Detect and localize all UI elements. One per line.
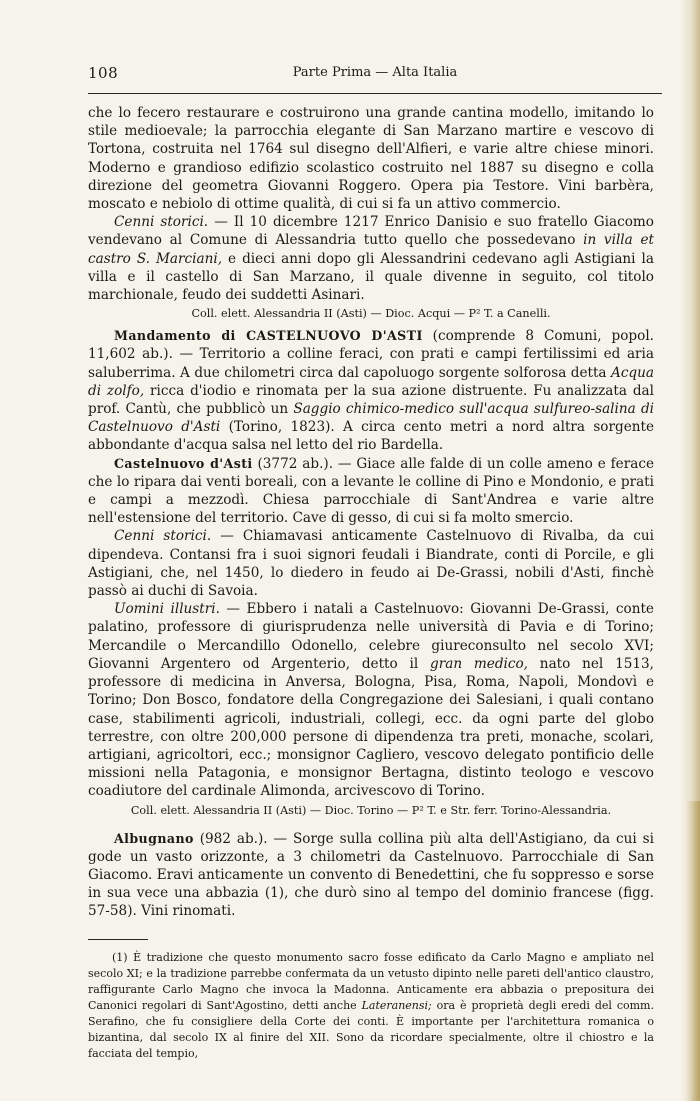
latin-quote: in villa et castro S. Marciani, <box>88 232 654 267</box>
page-body <box>88 104 654 1062</box>
footnote-rule <box>88 939 148 940</box>
paragraph-albugnano: Albugnano (982 ab.). — Sorge sulla collina più alta dell'Astigiano, da cui si gode un vasto orizzonte, a 3 chilometri da Castelnuovo. Parrocchiale di San Giacomo. Eravi anticamente un convento di Benedettini, che fu soppresso e sorse in sua vece una abbazia (1), che durò sino al tempo del dominio francese (figg. 57-58). Vini rinomati. <box>88 830 654 920</box>
section-lead: Uomini illustri. <box>114 601 220 618</box>
footnote: (1) È tradizione che questo monumento sacro fosse edificato da Carlo Magno e ampliato nel secolo XI; e la tradizione parrebbe confermata da un vetusto dipinto nelle pareti dell'antico claustro, raffigurante Carlo Magno che invoca la Madonna. Anticamente era abbazia o prepositura dei Canonici regolari di Sant'Agostino, detti anche Lateranensi; ora è proprietà degli eredi del comm. Serafino, che fu consigliere della Corte dei conti. È importante per l'architettura romanica o bizantina, dal secolo IX al finire del XII. Sono da ricordare specialmente, oltre il chiostro e la facciata del tempio, <box>88 950 654 1060</box>
cited-work-title: Saggio chimico-medico sull'acqua sulfureo-salina di Castelnuovo d'Asti <box>88 401 654 436</box>
paragraph-castelnuovo: Castelnuovo d'Asti (3772 ab.). — Giace alle falde di un colle ameno e ferace che lo ripara dai venti boreali, con a levante le colline di Pino e Mondonio, e prati e campi a mezzodì. Chiesa parrocchiale di Sant'Andrea e varie altre nell'estensione del territorio. Cave di gesso, di cui si fa molto smercio. <box>88 455 654 527</box>
electoral-note: Coll. elett. Alessandria II (Asti) — Dioc. Torino — P² T. e Str. ferr. Torino-Alessandria. <box>130 803 612 817</box>
section-lead: Cenni storici. <box>114 528 212 545</box>
section-heading: Mandamento di CASTELNUOVO D'ASTI <box>114 328 423 344</box>
page-number: 108 <box>88 64 119 82</box>
paragraph-cenni-storici-castelnuovo: Cenni storici. — Chiamavasi anticamente Castelnuovo di Rivalba, da cui dipendeva. Contansi fra i suoi signori feudali i Biandrate, conti di Porcile, e gli Astigiani, che, nel 1450, lo diedero in feudo ai De-Grassi, nobili d'Asti, finchè passò ai duchi di Savoia. <box>88 528 654 600</box>
place-heading: Albugnano <box>114 830 194 846</box>
place-heading: Castelnuovo d'Asti <box>114 455 253 471</box>
page-edge-stain <box>686 801 700 1101</box>
electoral-note: Coll. elett. Alessandria II (Asti) — Dioc. Acqui — P² T. a Canelli. <box>191 307 551 321</box>
page-header <box>88 64 662 84</box>
paragraph-cenni-storici-san-marzano: Cenni storici. — Il 10 dicembre 1217 Enrico Danisio e suo fratello Giacomo vendevano al Comune di Alessandria tutto quello che possedevano in villa et castro S. Marciani, e dieci anni dopo gli Alessandrini cedevano agli Astigiani la villa e il castello di San Marzano, il quale divenne in seguito, col titolo marchionale, feudo dei suddetti Asinari. <box>88 214 654 304</box>
section-lead: Cenni storici. <box>114 214 209 231</box>
running-title: Parte Prima — Alta Italia <box>292 65 458 80</box>
paragraph-uomini-illustri: Uomini illustri. — Ebbero i natali a Castelnuovo: Giovanni De-Grassi, conte palatino, professore di giurisprudenza nelle università di Pavia e di Torino; Mercandile o Mercandillo Odonello, celebre giureconsulto nel secolo XVI; Giovanni Argentero od Argenterio, detto il gran medico, nato nel 1513, professore di medicina in Anversa, Bologna, Pisa, Roma, Napoli, Mondovì e Torino; Don Bosco, fondatore della Congregazione dei Salesiani, i quali contano case, stabilimenti agricoli, industriali, collegi, ecc. da ogni parte del globo terrestre, con oltre 200,000 persone di dipendenza tra preti, monache, scolari, artigiani, agricoltori, ecc.; monsignor Cagliero, vescovo delegato pontificio delle missioni nella Patagonia, e monsignor Bertagna, distinto teologo e vescovo coadiutore del cardinale Alimonda, arcivescovo di Torino. <box>88 601 655 800</box>
paragraph-mandamento-castelnuovo: Mandamento di CASTELNUOVO D'ASTI (comprende 8 Comuni, popol. 11,602 ab.). — Territorio a colline feraci, con prati e campi fertilissimi ed aria saluberrima. A due chilometri circa dal capoluogo sorgente solforosa detta Acqua di zolfo, ricca d'iodio e rinomata per la sua azione distruente. Fu analizzata dal prof. Cantù, che pubblicò un Saggio chimico-medico sull'acqua sulfureo-salina di Castelnuovo d'Asti (Torino, 1823). A circa cento metri a nord altra sorgente abbondante d'acqua salsa nel letto del rio Bardella. <box>88 328 654 454</box>
header-rule <box>88 93 662 94</box>
paragraph-san-marzano: che lo fecero restaurare e costruirono una grande cantina modello, imitando lo stile medioevale; la parrocchia elegante di San Marzano martire e vescovo di Tortona, costruita nel 1764 sul disegno dell'Alfieri, e varie altre chiese minori. Moderno e grandioso edifizio scolastico costruito nel 1887 su disegno e colla direzione del geometra Giovanni Roggero. Opera pia Testore. Vini barbèra, moscato e nebiolo di ottime qualità, di cui si fa un attivo commercio. <box>88 105 654 213</box>
